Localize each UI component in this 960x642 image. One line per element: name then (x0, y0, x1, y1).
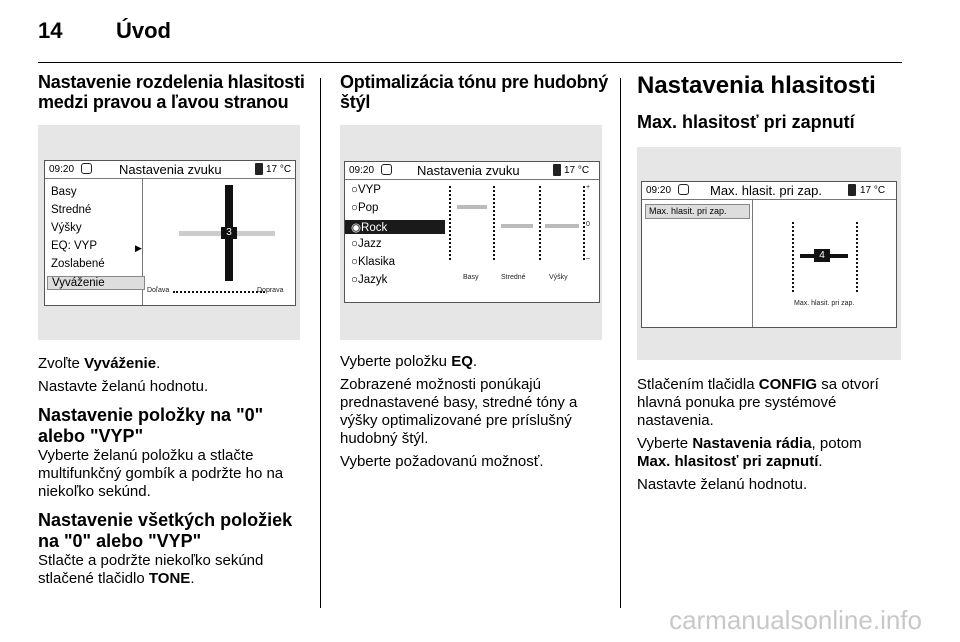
volume-value-marker: 4 (814, 249, 830, 262)
left-label: Doľava (147, 287, 170, 294)
column-eq (340, 72, 612, 471)
column-divider (620, 78, 621, 608)
column-volume (637, 72, 905, 494)
eq-bar-mid (501, 224, 533, 228)
screen-title: Max. hlasit. pri zap. (710, 183, 822, 198)
minus-label: – (586, 255, 590, 262)
subheading-max-volume: Max. hlasitosť pri zapnutí (637, 112, 855, 132)
display-balance (44, 160, 296, 306)
section-title: Úvod (116, 18, 171, 43)
menu-item-balance[interactable]: Vyváženie (47, 276, 145, 290)
paragraph: Vyberte želanú položku a stlačte multifunkčný gombík a podržte ho na niekoľko sekúnd. (38, 447, 284, 500)
volume-scale (856, 222, 860, 292)
paragraph: Nastavte želanú hodnotu. (637, 476, 808, 493)
menu-item-treble[interactable]: Výšky (51, 222, 82, 234)
time: 09:20 (349, 165, 375, 176)
option-jazz[interactable]: ○Jazz (351, 238, 382, 250)
heading-reset: Nastavenie položky na "0" alebo "VYP" (38, 405, 264, 446)
screen-title: Nastavenia zvuku (417, 163, 520, 178)
zero-label: 0 (586, 221, 590, 228)
menu-item-eq[interactable]: EQ: VYP (51, 240, 98, 252)
mid-label: Stredné (501, 274, 526, 281)
temperature: 17 °C (564, 165, 590, 176)
pane-divider (752, 200, 753, 327)
clock-icon (678, 184, 689, 195)
temperature: 17 °C (860, 185, 886, 196)
option-rock[interactable]: ◉Rock (345, 220, 445, 234)
screen-title: Nastavenia zvuku (119, 162, 222, 177)
paragraph: Nastavte želanú hodnotu. (38, 378, 209, 395)
screenshot-balance (38, 125, 300, 340)
phone-icon (255, 163, 263, 175)
clock-icon (81, 163, 92, 174)
right-label: Doprava (257, 287, 284, 294)
status-bar (642, 182, 896, 200)
time: 09:20 (646, 185, 672, 196)
scale-label: Max. hlasit. pri zap. (794, 300, 855, 307)
option-pop[interactable]: ○Pop (351, 202, 379, 214)
phone-icon (553, 164, 561, 176)
temperature: 17 °C (266, 164, 292, 175)
header-rule (38, 62, 902, 63)
display-eq (344, 161, 600, 303)
column-divider (320, 78, 321, 608)
bass-label: Basy (463, 274, 479, 281)
status-bar (45, 161, 295, 179)
heading-volume: Nastavenia hlasitosti (637, 72, 876, 99)
volume-scale (792, 222, 796, 292)
column-balance (38, 72, 310, 588)
eq-scale (493, 186, 497, 260)
treble-label: Výšky (549, 274, 568, 281)
eq-scale (539, 186, 543, 260)
phone-icon (848, 184, 856, 196)
balance-value-marker: 3 (221, 227, 237, 239)
screenshot-max-volume (637, 147, 901, 360)
menu-item-max-volume[interactable]: Max. hlasit. pri zap. (645, 204, 750, 219)
heading-eq: Optimalizácia tónu pre hudobný štýl (340, 72, 609, 112)
display-max-volume (641, 181, 897, 328)
menu-item-fader[interactable]: Zoslabené (51, 258, 105, 270)
paragraph: Stlačte a podržte niekoľko sekúnd stlačené tlačidlo TONE. (38, 552, 264, 587)
paragraph: Zvoľte Vyváženie. (38, 355, 161, 372)
clock-icon (381, 164, 392, 175)
menu-item-bass[interactable]: Basy (51, 186, 77, 198)
paragraph: Vyberte položku EQ. (340, 353, 478, 370)
heading-reset-all: Nastavenie všetkých položiek na "0" alebo "VYP" (38, 510, 293, 551)
menu-item-mid[interactable]: Stredné (51, 204, 92, 216)
page-number: 14 (38, 18, 63, 43)
eq-bar-treble (545, 224, 579, 228)
heading-balance: Nastavenie rozdelenia hlasitosti medzi pravou a ľavou stranou (38, 72, 305, 112)
plus-label: + (586, 184, 591, 191)
paragraph: Vyberte Nastavenia rádia, potom Max. hlasitosť pri zapnutí. (637, 435, 862, 470)
status-bar (345, 162, 599, 180)
paragraph: Vyberte požadovanú možnosť. (340, 453, 544, 470)
eq-bar-bass (457, 205, 487, 209)
time: 09:20 (49, 164, 75, 175)
paragraph: Stlačením tlačidla CONFIG sa otvorí hlavná ponuka pre systémové nastavenia. (637, 376, 879, 429)
option-off[interactable]: ○VYP (351, 184, 381, 196)
balance-scale (173, 291, 265, 293)
paragraph: Zobrazené možnosti ponúkajú prednastavené basy, stredné tóny a výšky optimalizované pre príslušný hudobný štýl. (340, 376, 578, 447)
option-speech[interactable]: ○Jazyk (351, 274, 388, 286)
chevron-right-icon: ▶ (135, 243, 142, 253)
option-classic[interactable]: ○Klasika (351, 256, 396, 268)
watermark: carmanualsonline.info (669, 605, 922, 635)
eq-scale (449, 186, 453, 260)
screenshot-eq (340, 125, 602, 340)
